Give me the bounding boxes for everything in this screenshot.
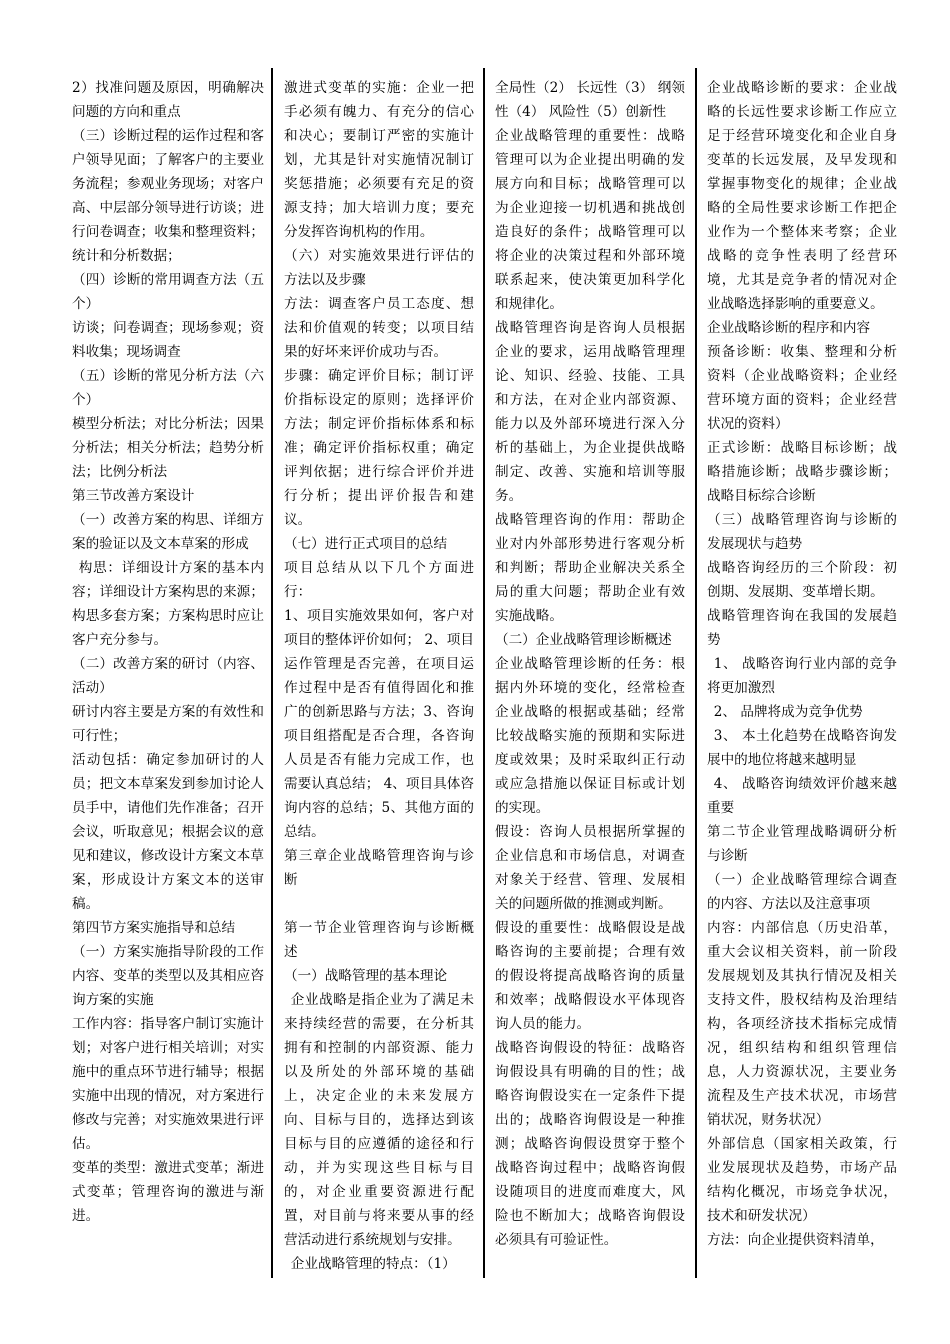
- text-column-4: [707, 76, 897, 1276]
- section-heading: 第三节改善方案设计: [72, 488, 195, 504]
- column-divider: [483, 68, 485, 1278]
- paragraph: 方法：调查客户员工态度、想法和价值观的转变；以项目结果的好坏来评价成功与否。: [284, 296, 474, 360]
- paragraph: 激进式变革的实施：企业一把手必须有魄力、有充分的信心和决心；要制订严密的实施计划，尤其是针对实施情况制订奖惩措施；必须要有充足的资源支持；加大培训力度；要充分发挥咨询机构的作用。: [284, 80, 474, 240]
- paragraph: 战略管理咨询的作用：帮助企业对内外部形势进行客观分析和判断；帮助企业解决关系全局的重大问题；帮助企业有效实施战略。: [495, 512, 685, 624]
- paragraph: （二）企业战略管理诊断概述: [495, 632, 672, 648]
- paragraph: （四）诊断的常用调查方法（五个）: [72, 272, 264, 312]
- section-heading: 第二节企业管理战略调研分析与诊断: [707, 824, 897, 864]
- paragraph: 战略咨询经历的三个阶段：初创期、发展期、变革增长期。: [707, 560, 897, 600]
- paragraph: 全局性（2） 长远性（3） 纲领性（4） 风险性（5）创新性: [495, 80, 685, 120]
- paragraph: （五）诊断的常见分析方法（六个）: [72, 368, 264, 408]
- list-item: 3、 本土化趋势在战略咨询发展中的地位将越来越明显: [707, 728, 897, 768]
- column-divider: [695, 68, 697, 1278]
- paragraph: 外部信息（国家相关政策，行业发展现状及趋势，市场产品结构化概况，市场竞争状况，技术和研发状况）: [707, 1136, 897, 1224]
- list-item: 2、 品牌将成为竞争优势: [713, 704, 863, 720]
- text-column-2: [284, 76, 474, 1276]
- paragraph: 战略管理咨询在我国的发展趋势: [707, 608, 897, 648]
- section-heading: 第一节企业管理咨询与诊断概述: [284, 920, 474, 960]
- paragraph: 战略管理咨询是咨询人员根据企业的要求，运用战略管理理论、知识、经验、技能、工具和方法，在对企业内部资源、能力以及外部环境进行深入分析的基础上，为企业提供战略制定、改善、实施和培训等服务。: [495, 320, 685, 504]
- paragraph: 战略咨询假设的特征：战略咨询假设具有明确的目的性；战略咨询假设实在一定条件下提出的；战略咨询假设是一种推测；战略咨询假设贯穿于整个战略咨询过程中；战略咨询假设随项目的进度而难度大，风险也不断加大；战略咨询假设必须具有可验证性。: [495, 1040, 685, 1248]
- paragraph: 步骤：确定评价目标；制订评价指标设定的原则；选择评价方法；制定评价指标体系和标准；确定评价指标权重；确定评判依据；进行综合评价并进行分析；提出评价报告和建议。: [284, 368, 474, 528]
- paragraph: 方法：向企业提供资料清单，: [707, 1232, 884, 1248]
- paragraph: （一）改善方案的构思、详细方案的验证以及文本草案的形成: [72, 512, 264, 552]
- paragraph: 变革的类型：激进式变革；渐进式变革；管理咨询的激进与渐进。: [72, 1160, 264, 1224]
- paragraph: 构思：详细设计方案的基本内容；详细设计方案构思的来源；构思多套方案；方案构思时应让客户充分参与。: [72, 560, 264, 648]
- paragraph: 活动包括：确定参加研讨的人员；把文本草案发到参加讨论人员手中，请他们先作准备；召开会议，听取意见；根据会议的意见和建议，修改设计方案文本草案，形成设计方案文本的送审稿。: [72, 752, 264, 912]
- paragraph: （三）战略管理咨询与诊断的发展现状与趋势: [707, 512, 897, 552]
- paragraph: 1、项目实施效果如何，客户对项目的整体评价如何； 2、项目运作管理是否完善，在项目运作过程中是否有值得固化和推广的创新思路与方法；3、咨询项目组搭配是否合理，各咨询人员是否有能力完成工作，也需要认真总结； 4、项目具体咨询内容的总结；5、其他方面的总结。: [284, 608, 474, 840]
- paragraph: 企业战略诊断的程序和内容: [707, 320, 871, 336]
- paragraph: 2）找准问题及原因，明确解决问题的方向和重点: [72, 80, 264, 120]
- paragraph: 正式诊断：战略目标诊断；战略措施诊断；战略步骤诊断；战略目标综合诊断: [707, 440, 897, 504]
- paragraph: 假设的重要性：战略假设是战略咨询的主要前提；合理有效的假设将提高战略咨询的质量和效率；战略假设水平体现咨询人员的能力。: [495, 920, 685, 1032]
- paragraph: （一）企业战略管理综合调查的内容、方法以及注意事项: [707, 872, 897, 912]
- paragraph: （二）改善方案的研讨（内容、活动）: [72, 656, 264, 696]
- paragraph: （七）进行正式项目的总结: [284, 536, 448, 552]
- paragraph: （一）战略管理的基本理论: [284, 968, 448, 984]
- paragraph: 企业战略管理诊断的任务：根据内外环境的变化，经常检查企业战略的根据或基础；经常比较战略实施的预期和实际进度或效果；及时采取纠正行动或应急措施以保证目标或计划的实现。: [495, 656, 685, 816]
- paragraph: 访谈；问卷调查；现场参观；资料收集；现场调查: [72, 320, 264, 360]
- chapter-heading: 第三章企业战略管理咨询与诊断: [284, 848, 474, 888]
- paragraph: 企业战略是指企业为了满足未来持续经营的需要，在分析其拥有和控制的内部资源、能力以及所处的外部环境的基础上，决定企业的未来发展方向、目标与目的，选择达到该目标与目的应遵循的途径和行动，并为实现这些目标与目的，对企业重要资源进行配置，对目前与将来要从事的经营活动进行系统规划与安排。: [284, 992, 474, 1248]
- paragraph: （三）诊断过程的运作过程和客户领导见面；了解客户的主要业务流程；参观业务现场；对客户高、中层部分领导进行访谈；进行问卷调查；收集和整理资料；统计和分析数据；: [72, 128, 264, 264]
- paragraph: 企业战略诊断的要求：企业战略的长远性要求诊断工作应立足于经营环境变化和企业自身变革的长远发展，及早发现和掌握事物变化的规律；企业战略的全局性要求诊断工作把企业作为一个整体来考察；企业战略的竞争性表明了经营环境，尤其是竞争者的情况对企业战略选择影响的重要意义。: [707, 80, 897, 312]
- paragraph: 内容：内部信息（历史沿革，重大会议相关资料，前一阶段发展规划及其执行情况及相关支持文件，股权结构及治理结构，各项经济技术指标完成情况，组织结构和组织管理信息，人力资源状况，主要业务流程及生产技术状况，市场营销状况，财务状况）: [707, 920, 897, 1128]
- paragraph: 工作内容：指导客户制订实施计划；对客户进行相关培训；对实施中的重点环节进行辅导；根据实施中出现的情况，对方案进行修改与完善；对实施效果进行评估。: [72, 1016, 264, 1152]
- list-item: 4、 战略咨询绩效评价越来越重要: [707, 776, 897, 816]
- paragraph: 企业战略管理的特点：（1）: [290, 1256, 456, 1272]
- paragraph: 企业战略管理的重要性：战略管理可以为企业提出明确的发展方向和目标；战略管理可以为企业迎接一切机遇和挑战创造良好的条件；战略管理可以将企业的决策过程和外部环境联系起来，使决策更加科学化和规律化。: [495, 128, 685, 312]
- text-column-3: [495, 76, 685, 1276]
- list-item: 1、 战略咨询行业内部的竞争将更加激烈: [707, 656, 897, 696]
- blank-line: [284, 892, 474, 916]
- paragraph: 预备诊断：收集、整理和分析资料（企业战略资料；企业经营环境方面的资料；企业经营状况的资料）: [707, 344, 897, 432]
- text-column-1: [72, 76, 264, 1276]
- paragraph: 假设：咨询人员根据所掌握的企业信息和市场信息，对调查对象关于经营、管理、发展相关的问题所做的推测或判断。: [495, 824, 685, 912]
- paragraph: 研讨内容主要是方案的有效性和可行性；: [72, 704, 264, 744]
- paragraph: 项目总结从以下几个方面进行：: [284, 560, 474, 600]
- paragraph: 模型分析法；对比分析法；因果分析法；相关分析法；趋势分析法；比例分析法: [72, 416, 264, 480]
- paragraph: （六）对实施效果进行评估的方法以及步骤: [284, 248, 474, 288]
- paragraph: （一）方案实施指导阶段的工作内容、变革的类型以及其相应咨询方案的实施: [72, 944, 264, 1008]
- column-divider: [271, 68, 273, 1278]
- section-heading: 第四节方案实施指导和总结: [72, 920, 236, 936]
